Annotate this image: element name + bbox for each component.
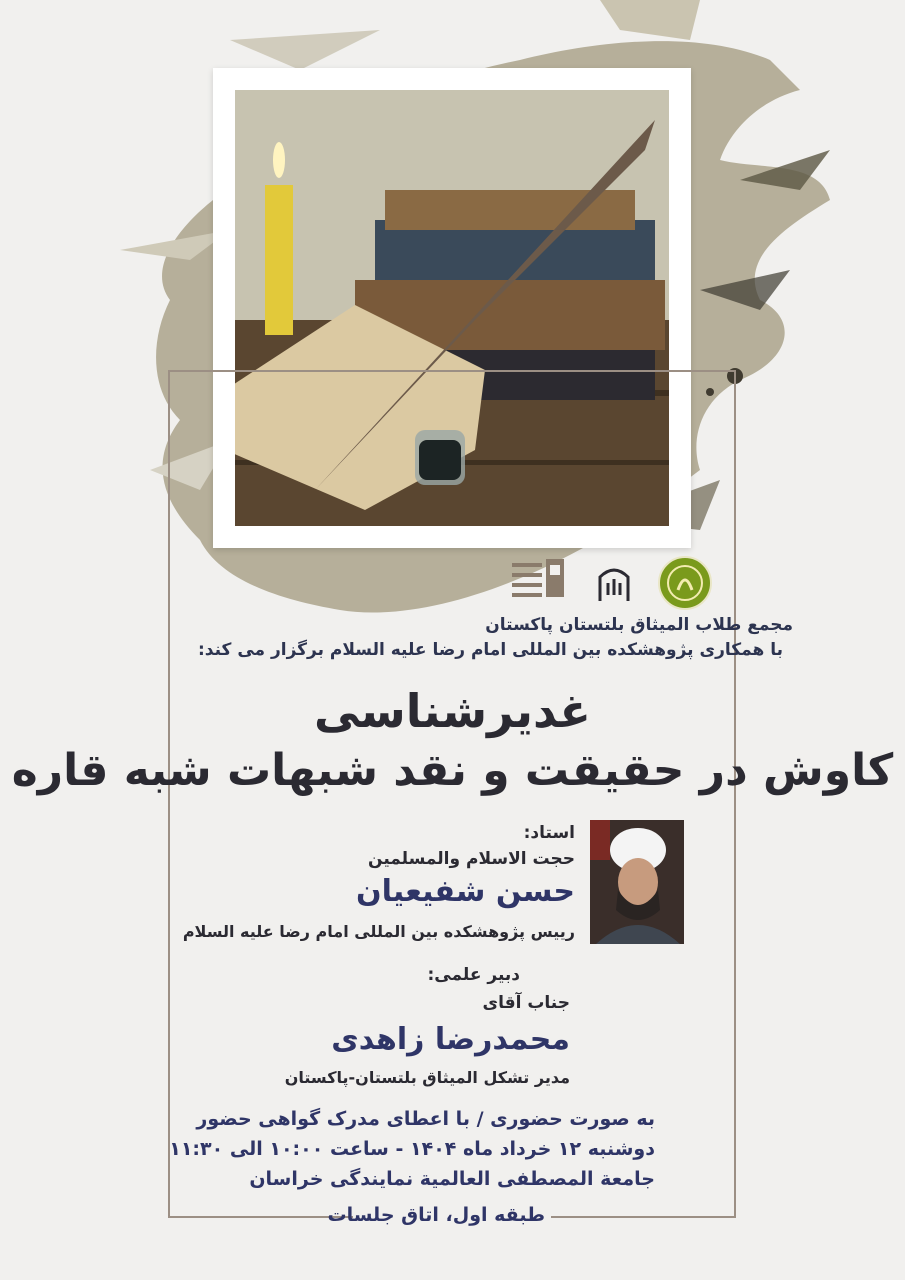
secretary-honorific: جناب آقای [482, 993, 570, 1013]
almithaq-logo [658, 556, 712, 610]
speaker-photo [590, 820, 684, 944]
event-room: طبقه اول، اتاق جلسات [327, 1204, 545, 1226]
speaker-role-label: استاد: [523, 823, 575, 843]
speaker-honorific: حجت الاسلام والمسلمین [368, 849, 575, 869]
attendance-mode: به صورت حضوری / با اعطای مدرک گواهی حضور [196, 1108, 655, 1130]
event-datetime: دوشنبه ۱۲ خرداد ماه ۱۴۰۴ - ساعت ۱۰:۰۰ الی ۱۱:۳۰ [169, 1138, 655, 1160]
secretary-name: محمدرضا زاهدی [331, 1022, 570, 1057]
secretary-position: مدیر تشکل المیثاق بلتستان-پاکستان [284, 1068, 570, 1087]
organizer-line-1: مجمع طلاب المیثاق بلتستان پاکستان [485, 615, 793, 635]
speaker-name: حسن شفیعیان [356, 874, 575, 909]
imam-reza-institute-logo [592, 561, 636, 605]
secretary-role-label: دبیر علمی: [427, 965, 520, 985]
event-subtitle: کاوش در حقیقت و نقد شبهات شبه قاره [11, 745, 894, 796]
candle [265, 185, 293, 335]
event-venue: جامعة المصطفی العالمیة نمایندگی خراسان [249, 1168, 655, 1190]
organizer-line-2: با همکاری پژوهشکده بین المللی امام رضا علیه السلام برگزار می کند: [197, 640, 783, 660]
almustafa-seminary-logo [510, 555, 570, 611]
event-title: غدیرشناسی [314, 684, 591, 738]
speaker-position: رییس پژوهشکده بین المللی امام رضا علیه السلام [182, 922, 575, 941]
logos-row [510, 555, 712, 611]
